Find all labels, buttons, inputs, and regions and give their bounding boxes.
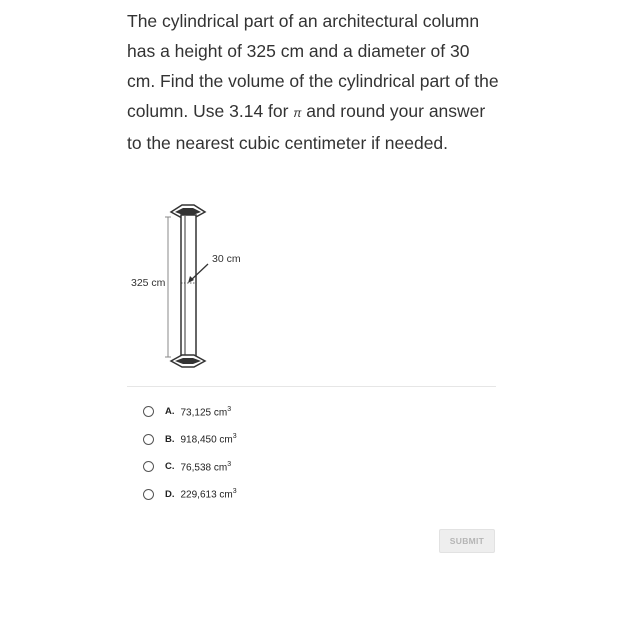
choice-value: 76,538 $cm^3$ — [180, 460, 232, 473]
choice-c[interactable] — [142, 453, 442, 481]
divider — [127, 386, 496, 387]
question-text-part2: and round your answer to the nearest cubic centimeter if needed. — [127, 101, 486, 153]
radio-button[interactable] — [143, 406, 154, 417]
answer-choices — [142, 398, 442, 508]
choice-letter: C. — [165, 461, 175, 473]
radio-button[interactable] — [143, 434, 154, 445]
choice-value: 918,450 $cm^3$ — [180, 433, 237, 446]
choice-letter: B. — [165, 433, 175, 445]
choice-value: 229,613 $cm^3$ — [180, 488, 237, 501]
submit-button[interactable]: SUBMIT — [439, 529, 495, 553]
radio-button[interactable] — [143, 461, 154, 472]
choice-d[interactable] — [142, 481, 442, 509]
column-figure — [127, 200, 257, 375]
choice-value: 73,125 $cm^3$ — [180, 405, 232, 418]
choice-a[interactable] — [142, 398, 442, 426]
choice-b[interactable] — [142, 426, 442, 454]
radio-button[interactable] — [143, 489, 154, 500]
diameter-label: 30 cm — [212, 253, 241, 265]
column-diagram — [127, 200, 257, 375]
question-text-part1: The cylindrical part of an architectural column has a height of 325 cm and a diameter of 30 cm. Find the volume of the cylindrical part of the column. Use 3.14 for — [127, 11, 499, 121]
choice-letter: A. — [165, 406, 175, 418]
question-text — [127, 6, 499, 158]
choice-letter: D. — [165, 488, 175, 500]
height-label: 325 cm — [131, 277, 166, 289]
column-shaft — [181, 215, 196, 360]
pi-symbol: π — [293, 106, 302, 120]
